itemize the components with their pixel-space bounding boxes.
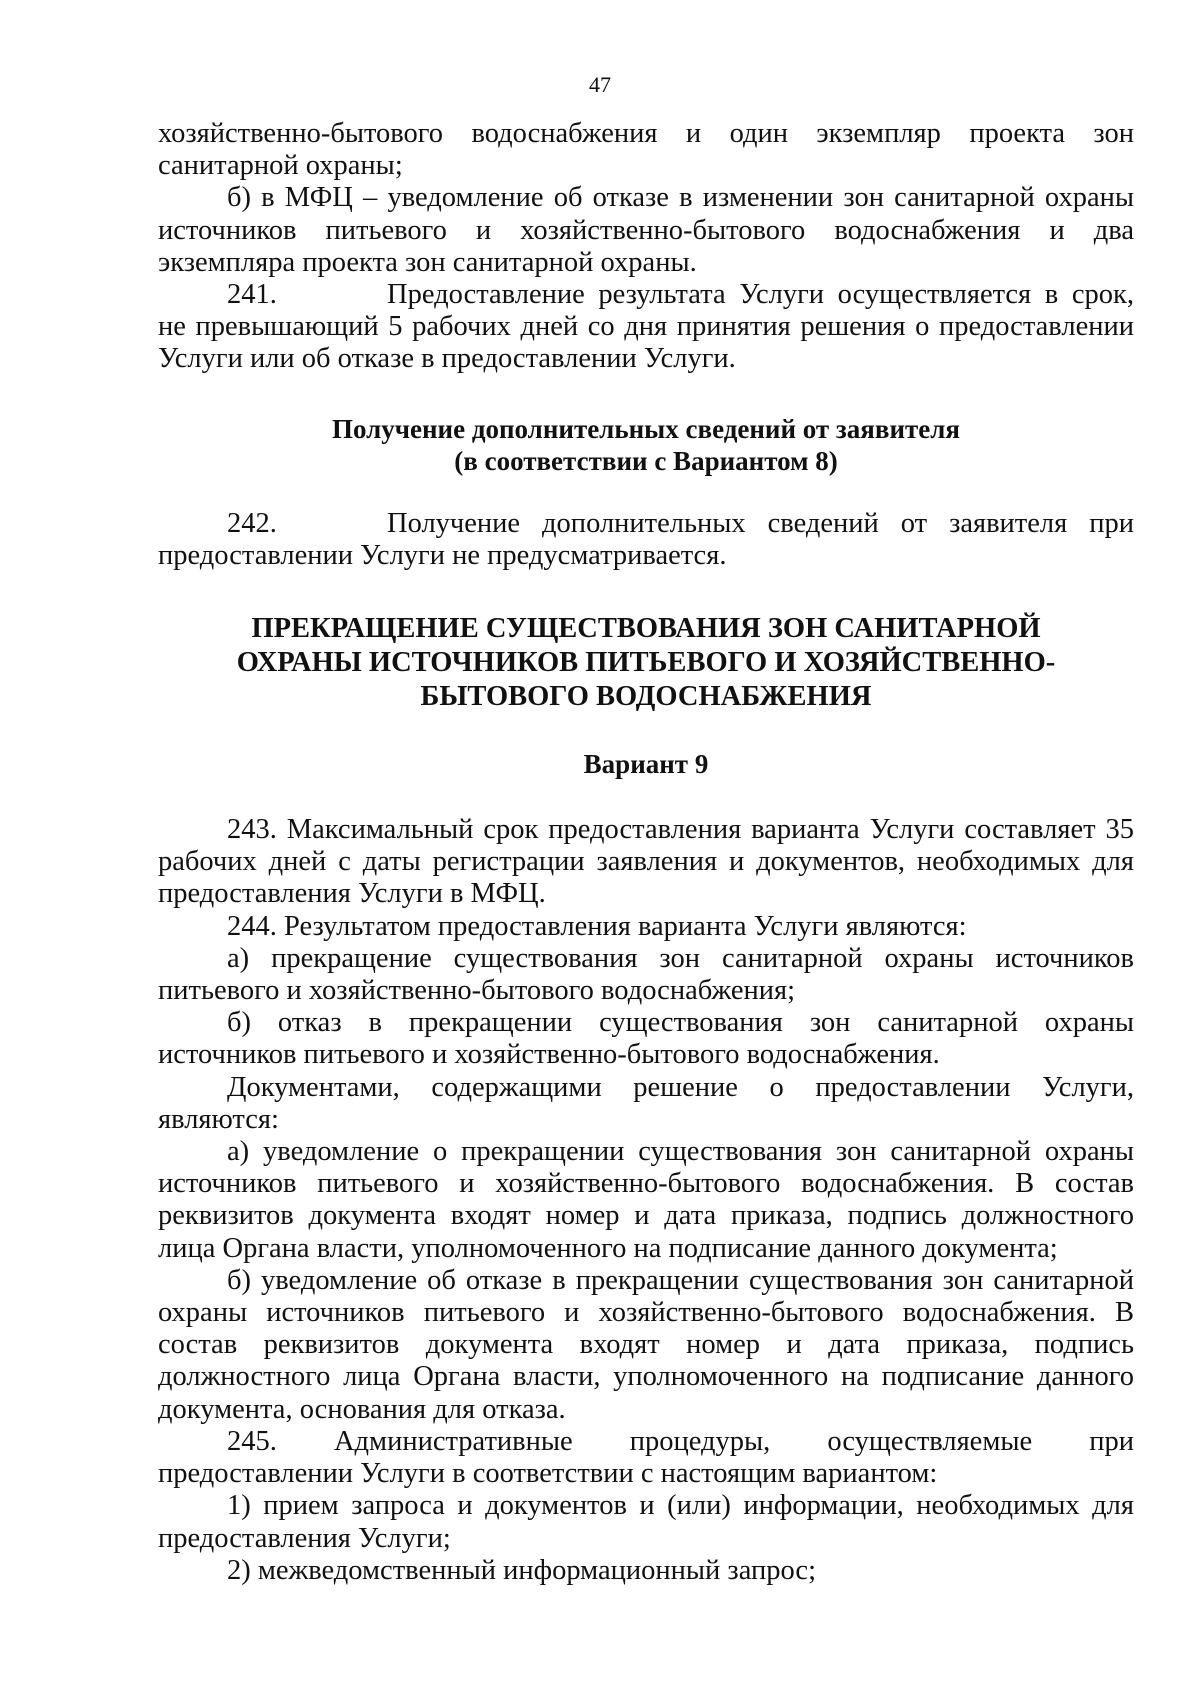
paragraph-decision-documents: Документами, содержащими решение о предоставлении Услуги, являются: [158,1071,1134,1135]
paragraph-242 [158,508,1134,572]
paragraph-241 [158,279,1134,376]
paragraph-244-item-b: б) отказ в прекращении существования зон санитарной охраны источников питьевого и хозяйственно-бытового водоснабжения. [158,1007,1134,1071]
paragraph-number: 242. [227,507,277,539]
section-heading-line-3: БЫТОВОГО ВОДОСНАБЖЕНИЯ [420,681,872,713]
paragraph-245-item-2: 2) межведомственный информационный запрос; [227,1554,816,1586]
spacer [158,780,1134,814]
spacer [158,478,1134,508]
paragraph-text: Предоставление результата Услуги осуществляется в срок, не превышающий 5 рабочих дней со дня принятия решения о предоставлении Услуги или об отказе в предоставлении Услуги. [158,279,1134,375]
subsection-heading-line-1: Получение дополнительных сведений от заявителя [331,413,961,444]
paragraph-number: 241. [227,279,277,311]
paragraph-244-item-a: а) прекращение существования зон санитарной охраны источников питьевого и хозяйственно-бытового водоснабжения; [158,942,1134,1007]
paragraph-text: Получение дополнительных сведений от заявителя при предоставлении Услуги не предусматривается. [158,507,1134,571]
variant-heading: Вариант 9 [583,749,709,780]
section-heading-line-2: ОХРАНЫ ИСТОЧНИКОВ ПИТЬЕВОГО И ХОЗЯЙСТВЕННО- [236,647,1056,679]
paragraph-243: 243. Максимальный срок предоставления варианта Услуги составляет 35 рабочих дней с даты регистрации заявления и документов, необходимых для предоставления Услуги в МФЦ. [158,814,1134,910]
paragraph-245-item-1: 1) прием запроса и документов и (или) информации, необходимых для предоставления Услуги; [158,1490,1134,1554]
paragraph-244: 244. Результатом предоставления варианта Услуги являются: [227,910,967,942]
spacer [158,714,1134,748]
spacer [158,572,1134,612]
paragraph-item-b-mfc: б) в МФЦ – уведомление об отказе в изменении зон санитарной охраны источников питьевого и хозяйственно-бытового водоснабжения и два экземпляра проекта зон санитарной охраны. [158,182,1134,278]
subsection-heading-line-2: (в соответствии с Вариантом 8) [454,446,838,477]
page-number: 47 [589,72,611,97]
paragraph-245: 245. Административные процедуры, осуществляемые при предоставлении Услуги в соответствии с настоящим вариантом: [158,1425,1134,1490]
document-body [158,118,1134,1587]
paragraph-decision-item-a: а) уведомление о прекращении существования зон санитарной охраны источников питьевого и хозяйственно-бытового водоснабжения. В состав реквизитов документа входят номер и дата приказа, подпись должностного лица Органа власти, уполномоченного на подписание данного документа; [158,1136,1134,1264]
paragraph-decision-item-b: б) уведомление об отказе в прекращении существования зон санитарной охраны источников питьевого и хозяйственно-бытового водоснабжения. В состав реквизитов документа входят номер и дата приказа, подпись должностного лица Органа власти, уполномоченного на подписание данного документа, основания для отказа. [158,1264,1134,1425]
paragraph-continuation: хозяйственно-бытового водоснабжения и один экземпляр проекта зон санитарной охраны; [158,118,1134,182]
spacer [158,376,1134,413]
section-heading-line-1: ПРЕКРАЩЕНИЕ СУЩЕСТВОВАНИЯ ЗОН САНИТАРНОЙ [251,613,1041,645]
